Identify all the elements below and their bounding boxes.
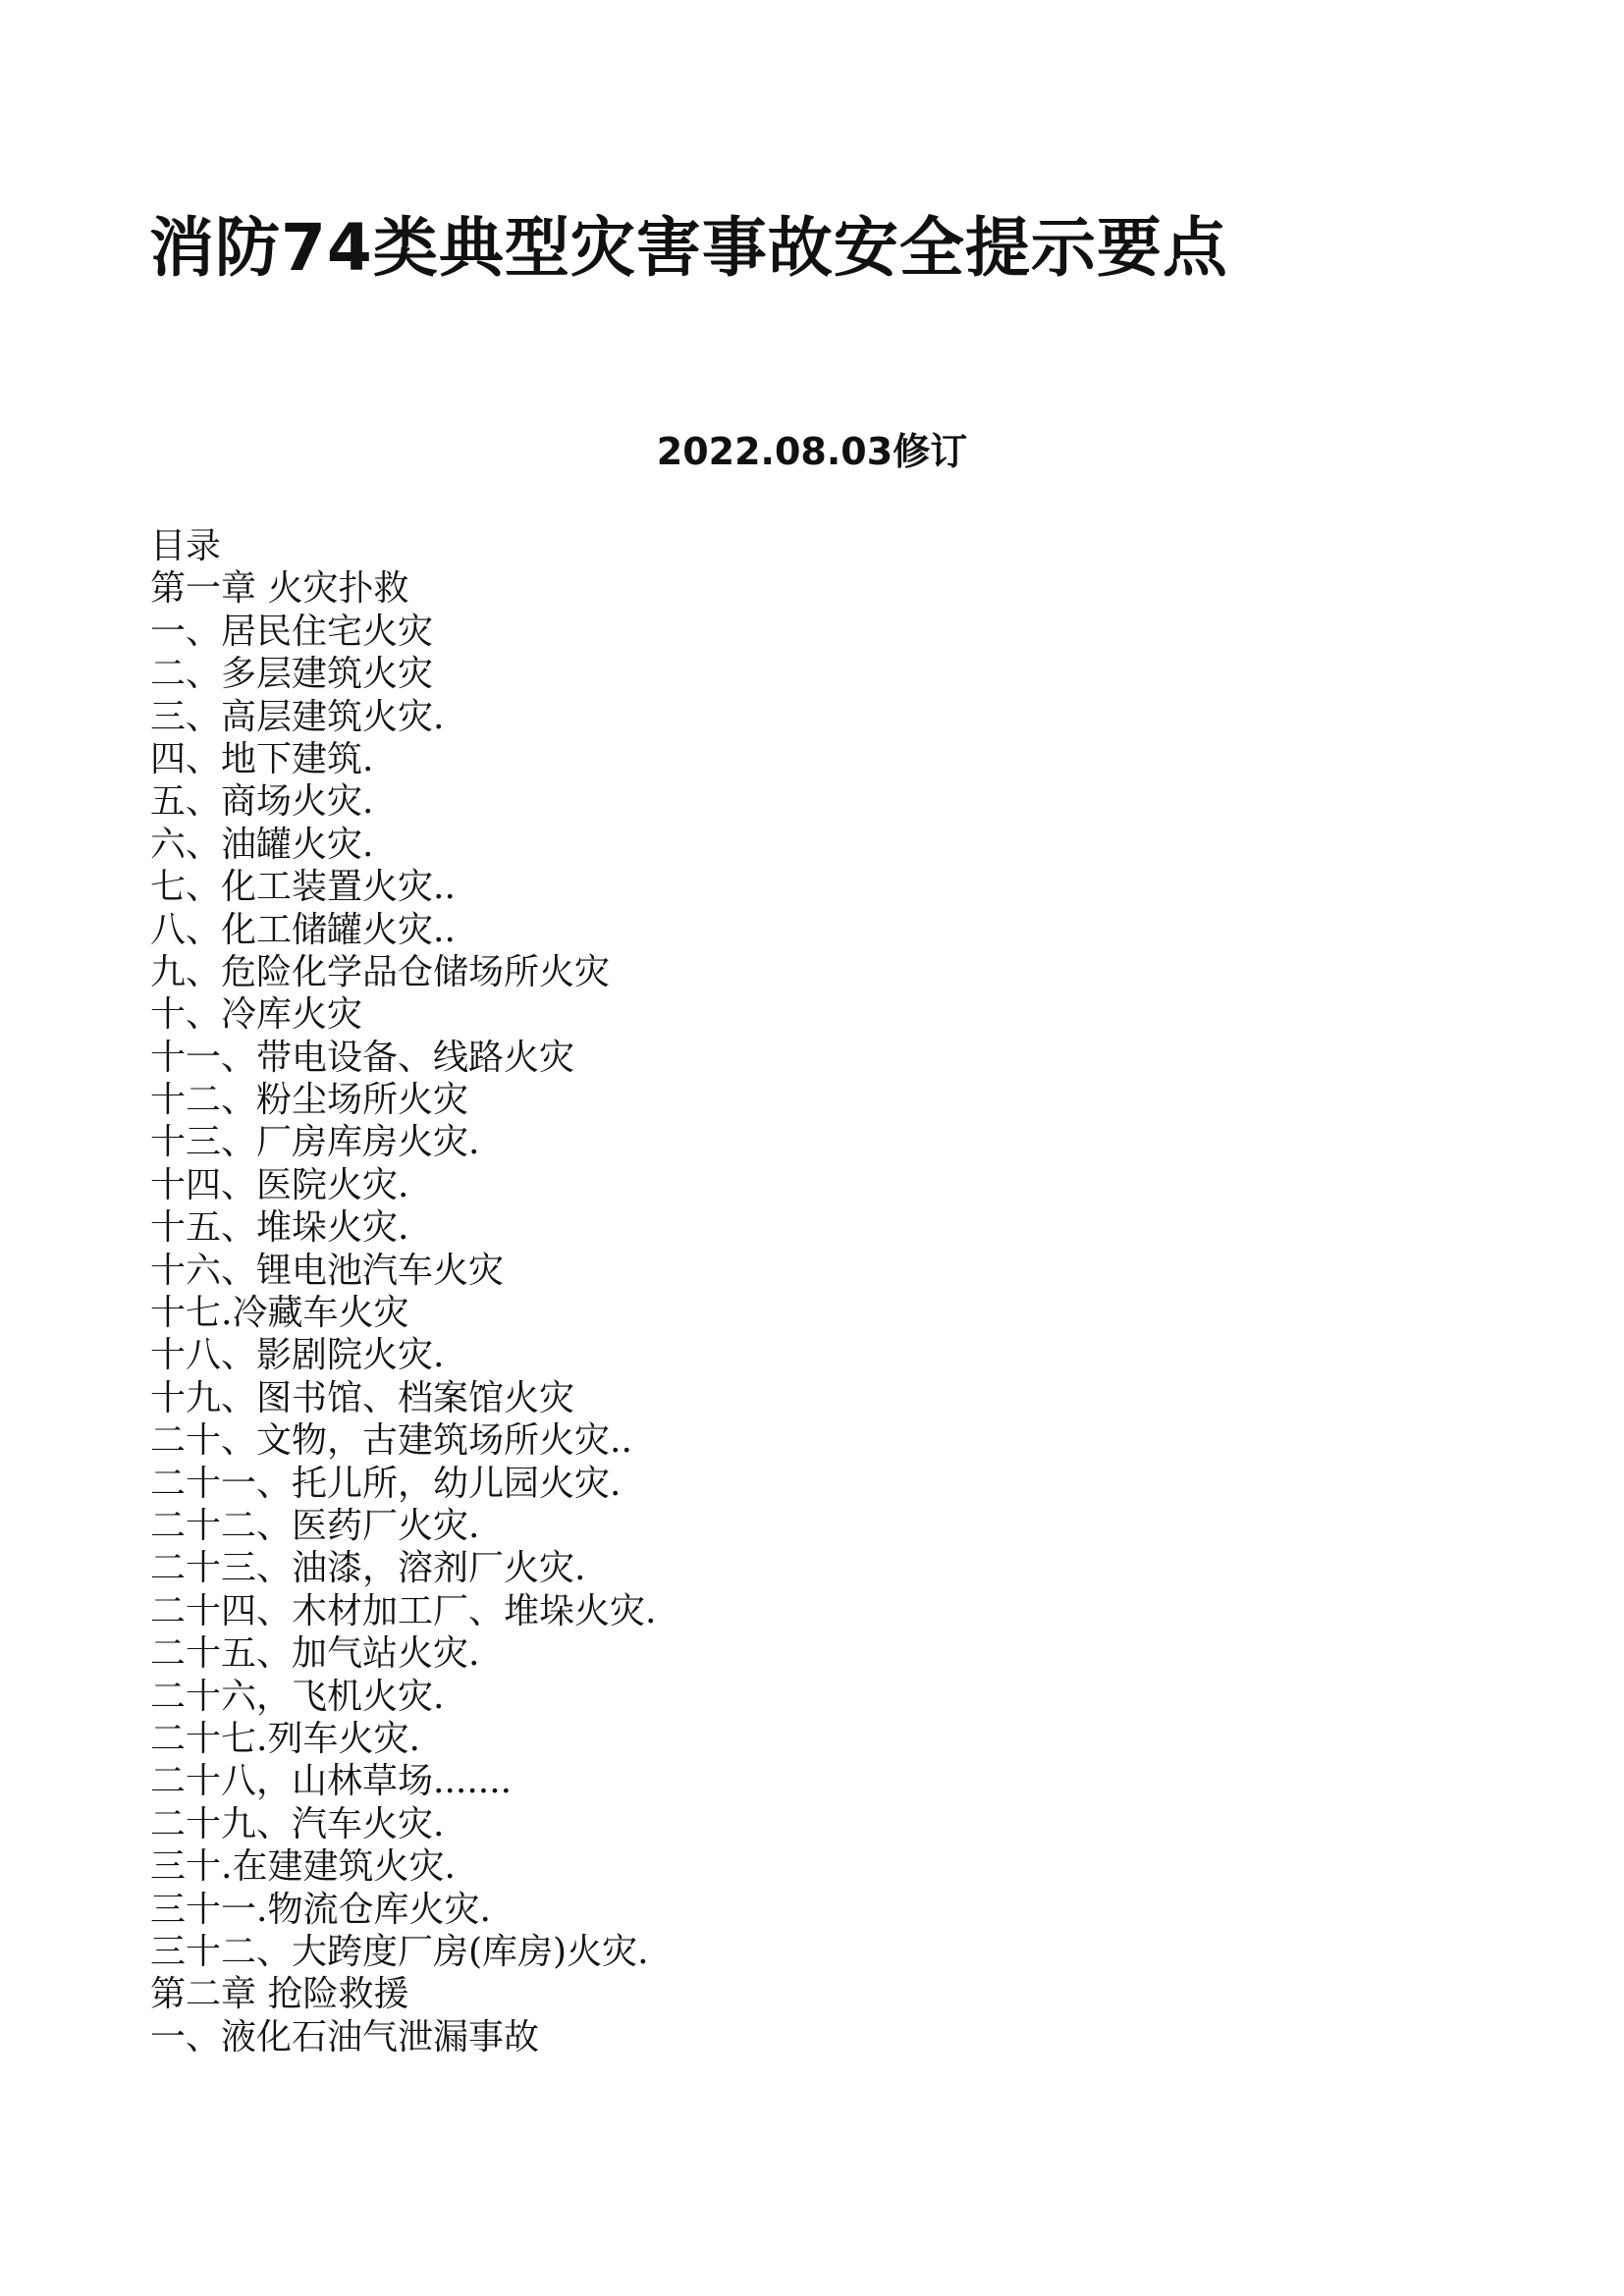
toc-item: 十六、锂电池汽车火灾 xyxy=(150,1250,505,1291)
revision-date: 2022.08.03修订 xyxy=(656,430,968,473)
toc-item: 一、液化石油气泄漏事故 xyxy=(150,2016,540,2057)
toc-item: 十二、粉尘场所火灾 xyxy=(150,1080,469,1121)
toc-item: 二十四、木材加工厂、堆垛火灾. xyxy=(150,1590,657,1631)
toc-item: 二十八，山林草场....... xyxy=(150,1761,513,1802)
table-of-contents xyxy=(150,525,1525,2058)
toc-item: 十七.冷藏车火灾 xyxy=(150,1293,409,1334)
toc-item: 四、地下建筑. xyxy=(150,738,374,779)
toc-item: 七、化工装置火灾.. xyxy=(150,867,456,908)
toc-item: 三、高层建筑火灾. xyxy=(150,696,445,737)
toc-item: 二十二、医药厂火灾. xyxy=(150,1505,480,1546)
toc-item: 三十一.物流仓库火灾. xyxy=(150,1889,491,1930)
toc-item: 九、危险化学品仓储场所火灾 xyxy=(150,951,611,992)
toc-item: 二、多层建筑火灾 xyxy=(150,654,434,695)
toc-item: 十五、堆垛火灾. xyxy=(150,1207,409,1249)
toc-item: 二十、文物，古建筑场所火灾.. xyxy=(150,1420,632,1462)
toc-item: 十三、厂房库房火灾. xyxy=(150,1122,480,1163)
toc-item: 三十二、大跨度厂房(库房)火灾. xyxy=(150,1931,649,1972)
toc-item: 二十三、油漆，溶剂厂火灾. xyxy=(150,1548,586,1589)
toc-item: 三十.在建建筑火灾. xyxy=(150,1846,456,1888)
toc-item: 二十七.列车火灾. xyxy=(150,1718,420,1759)
toc-item: 第二章 抢险救援 xyxy=(150,1974,409,2015)
toc-item: 十九、图书馆、档案馆火灾 xyxy=(150,1377,575,1418)
toc-item: 十八、影剧院火灾. xyxy=(150,1335,445,1376)
toc-item: 二十九、汽车火灾. xyxy=(150,1803,445,1844)
toc-item: 十一、带电设备、线路火灾 xyxy=(150,1037,575,1078)
toc-heading: 目录 xyxy=(150,526,222,566)
toc-item: 十、冷库火灾 xyxy=(150,994,363,1036)
document-title: 消防74类典型灾害事故安全提示要点 xyxy=(149,210,1228,286)
toc-item: 六、油罐火灾. xyxy=(150,824,374,865)
toc-item: 二十六，飞机火灾. xyxy=(150,1676,445,1717)
toc-item: 二十一、托儿所，幼儿园火灾. xyxy=(150,1463,622,1504)
toc-item: 八、化工储罐火灾.. xyxy=(150,909,456,950)
toc-item: 十四、医院火灾. xyxy=(150,1164,409,1205)
toc-item: 二十五、加气站火灾. xyxy=(150,1633,480,1675)
toc-item: 第一章 火灾扑救 xyxy=(150,568,409,610)
toc-item: 五、商场火灾. xyxy=(150,781,374,823)
toc-item: 一、居民住宅火灾 xyxy=(150,611,434,652)
